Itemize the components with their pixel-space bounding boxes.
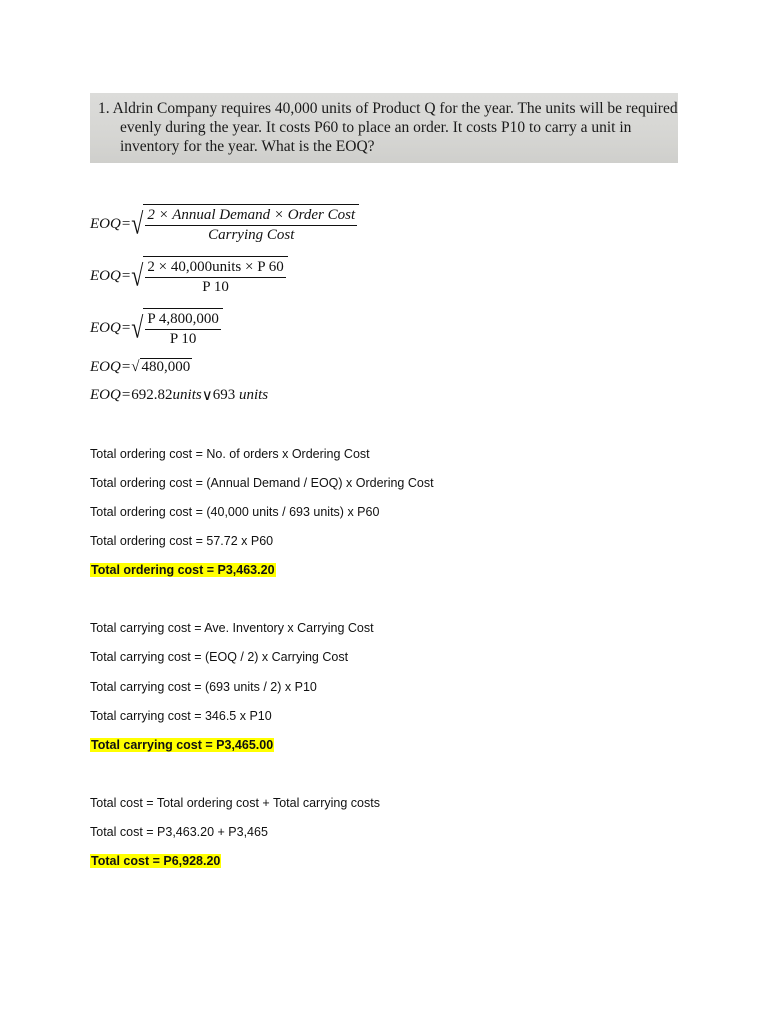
eoq-rounded-unit: units — [238, 387, 269, 403]
fraction-denominator: P 10 — [169, 331, 197, 347]
eoq-label: EOQ — [90, 215, 121, 232]
carrying-line-1: Total carrying cost = Ave. Inventory x Carrying Cost — [90, 621, 374, 635]
total-line-2: Total cost = P3,463.20 + P3,465 — [90, 825, 268, 839]
ordering-line-1: Total ordering cost = No. of orders x Ordering Cost — [90, 447, 370, 461]
eoq-step-5 — [90, 386, 268, 405]
ordering-line-2: Total ordering cost = (Annual Demand / EOQ) x Ordering Cost — [90, 476, 434, 490]
carrying-line-2: Total carrying cost = (EOQ / 2) x Carrying Cost — [90, 650, 349, 664]
sqrt-icon: √ — [131, 258, 144, 293]
sqrt-icon: √ — [131, 206, 144, 241]
carrying-total-highlight: Total carrying cost = P3,465.00 — [91, 738, 274, 752]
equals-sign: = — [121, 215, 131, 232]
ordering-line-3: Total ordering cost = (40,000 units / 693 units) x P60 — [90, 505, 380, 519]
eoq-label: EOQ — [90, 319, 121, 336]
eoq-label: EOQ — [90, 358, 121, 375]
fraction-numerator: P 4,800,000 — [145, 311, 221, 330]
eoq-unit: units — [172, 387, 202, 403]
eoq-value: 692.82 — [131, 387, 173, 403]
fraction-denominator: Carrying Cost — [208, 227, 295, 243]
sqrt-icon: √ — [131, 310, 144, 345]
equals-sign: = — [121, 387, 131, 403]
problem-line-3: inventory for the year. What is the EOQ? — [120, 138, 375, 155]
total-cost-highlight: Total cost = P6,928.20 — [91, 854, 221, 868]
sqrt-content — [143, 308, 223, 348]
sqrt-value: 480,000 — [141, 359, 191, 375]
eoq-step-2 — [90, 256, 288, 296]
eoq-step-4 — [90, 358, 192, 376]
sqrt-icon: √ — [131, 358, 140, 375]
problem-line-2: evenly during the year. It costs P60 to place an order. It costs P10 to carry a unit in — [120, 119, 632, 136]
fraction-numerator: 2 × Annual Demand × Order Cost — [145, 207, 357, 226]
ordering-line-4: Total ordering cost = 57.72 x P60 — [90, 534, 274, 548]
equals-sign: = — [121, 267, 131, 284]
fraction-numerator: 2 × 40,000units × P 60 — [145, 259, 285, 278]
eoq-rounded-value: 693 — [212, 387, 236, 403]
problem-photo — [90, 93, 678, 163]
equals-sign: = — [121, 319, 131, 336]
eoq-label: EOQ — [90, 267, 121, 284]
ordering-total-highlight: Total ordering cost = P3,463.20 — [91, 563, 275, 577]
carrying-line-4: Total carrying cost = 346.5 x P10 — [90, 709, 272, 723]
sqrt-content — [143, 256, 287, 296]
problem-line-1: 1. Aldrin Company requires 40,000 units of Product Q for the year. The units will be required — [98, 100, 678, 117]
eoq-label: EOQ — [90, 387, 121, 403]
total-line-1: Total cost = Total ordering cost + Total carrying costs — [90, 796, 380, 810]
carrying-line-3: Total carrying cost = (693 units / 2) x P10 — [90, 680, 317, 694]
eoq-step-1 — [90, 204, 359, 244]
equals-sign: = — [121, 358, 131, 375]
sqrt-content — [143, 204, 359, 244]
or-symbol: ∨ — [201, 388, 213, 404]
eoq-step-3 — [90, 308, 223, 348]
fraction-denominator: P 10 — [202, 279, 229, 295]
